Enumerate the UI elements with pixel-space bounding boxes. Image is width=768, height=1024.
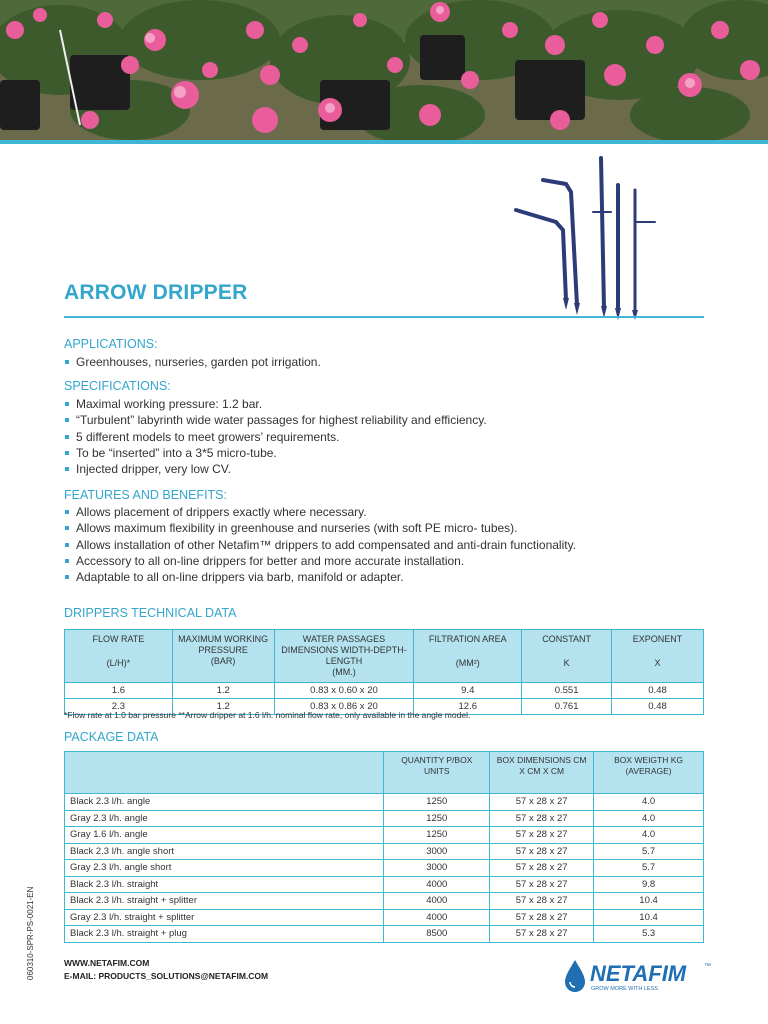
table-cell: Gray 2.3 l/h. angle: [65, 810, 384, 827]
table-header: BOX WEIGTH KG (AVERAGE): [594, 752, 704, 794]
table-cell: 4000: [384, 909, 490, 926]
table-cell: 0.48: [612, 683, 704, 699]
table-cell: 4.0: [594, 810, 704, 827]
table-header: BOX DIMENSIONS CM X CM X CM: [490, 752, 594, 794]
title-divider: [64, 316, 704, 318]
specifications-list: [64, 396, 487, 477]
table-row: [65, 794, 704, 811]
table-cell: 4000: [384, 876, 490, 893]
table-cell: 57 x 28 x 27: [490, 909, 594, 926]
list-item: Allows installation of other Netafim™ drippers to add compensated and anti-drain functionality.: [64, 537, 576, 553]
table-cell: 8500: [384, 926, 490, 943]
logo-tagline: GROW MORE WITH LESS: [591, 986, 658, 992]
table-cell: 57 x 28 x 27: [490, 794, 594, 811]
table-cell: Black 2.3 l/h. straight + splitter: [65, 893, 384, 910]
table-cell: 1250: [384, 810, 490, 827]
table-cell: 1.6: [65, 683, 173, 699]
table-header: EXPONENT X: [612, 630, 704, 683]
table-cell: Gray 2.3 l/h. straight + splitter: [65, 909, 384, 926]
table-cell: 57 x 28 x 27: [490, 876, 594, 893]
table-cell: 0.48: [612, 699, 704, 715]
table-row: [65, 876, 704, 893]
table-row: [65, 683, 704, 699]
table-cell: 57 x 28 x 27: [490, 860, 594, 877]
logo-wordmark: NETAFIM: [590, 961, 687, 986]
product-image: [508, 150, 668, 320]
table-cell: 57 x 28 x 27: [490, 827, 594, 844]
list-item: To be “inserted” into a 3*5 micro-tube.: [64, 445, 487, 461]
list-item: Allows maximum flexibility in greenhouse and nurseries (with soft PE micro- tubes).: [64, 520, 576, 536]
tech-data-footnote: *Flow rate at 1.0 bar pressure **Arrow dripper at 1.6 l/h. nominal flow rate, only available in the angle model.: [64, 710, 471, 720]
list-item: Maximal working pressure: 1.2 bar.: [64, 396, 487, 412]
list-item: Greenhouses, nurseries, garden pot irrigation.: [64, 354, 321, 370]
applications-list: [64, 354, 321, 370]
list-item: Injected dripper, very low CV.: [64, 461, 487, 477]
table-cell: 9.4: [414, 683, 522, 699]
table-cell: Black 2.3 l/h. angle short: [65, 843, 384, 860]
table-cell: 4.0: [594, 794, 704, 811]
tech-data-table: [64, 629, 704, 715]
hero-stripe: [0, 140, 768, 144]
document-code: 060310-SPR-PS-0021-EN: [26, 886, 35, 980]
table-cell: 10.4: [594, 893, 704, 910]
table-cell: 1250: [384, 827, 490, 844]
table-header-row: [65, 752, 704, 794]
table-cell: 57 x 28 x 27: [490, 893, 594, 910]
table-header: WATER PASSAGES DIMENSIONS WIDTH-DEPTH-LENGTH (MM.): [274, 630, 414, 683]
table-row: [65, 810, 704, 827]
table-cell: 4.0: [594, 827, 704, 844]
table-header-row: [65, 630, 704, 683]
table-cell: 3000: [384, 843, 490, 860]
table-cell: 2.3: [65, 699, 173, 715]
website-link[interactable]: WWW.NETAFIM.COM: [64, 958, 150, 968]
table-cell: 1.2: [172, 683, 274, 699]
table-row: [65, 827, 704, 844]
table-cell: 5.3: [594, 926, 704, 943]
table-cell: 0.83 x 0.86 x 20: [274, 699, 414, 715]
table-header: CONSTANT K: [522, 630, 612, 683]
table-header: MAXIMUM WORKING PRESSURE (BAR): [172, 630, 274, 683]
table-cell: 1.2: [172, 699, 274, 715]
table-header: QUANTITY P/BOX UNITS: [384, 752, 490, 794]
table-cell: 12.6: [414, 699, 522, 715]
table-cell: 10.4: [594, 909, 704, 926]
table-cell: 3000: [384, 860, 490, 877]
list-item: Allows placement of drippers exactly where necessary.: [64, 504, 576, 520]
table-cell: Black 2.3 l/h. straight: [65, 876, 384, 893]
table-row: [65, 926, 704, 943]
table-cell: Black 2.3 l/h. angle: [65, 794, 384, 811]
table-cell: Gray 2.3 l/h. angle short: [65, 860, 384, 877]
table-cell: 57 x 28 x 27: [490, 926, 594, 943]
table-header: [65, 752, 384, 794]
table-cell: Gray 1.6 l/h. angle: [65, 827, 384, 844]
table-cell: 4000: [384, 893, 490, 910]
table-cell: 5.7: [594, 843, 704, 860]
package-data-heading: PACKAGE DATA: [64, 730, 159, 744]
email-link[interactable]: E-MAIL: PRODUCTS_SOLUTIONS@NETAFIM.COM: [64, 971, 269, 981]
table-cell: 1250: [384, 794, 490, 811]
table-cell: 57 x 28 x 27: [490, 810, 594, 827]
list-item: Adaptable to all on-line drippers via barb, manifold or adapter.: [64, 569, 576, 585]
list-item: 5 different models to meet growers’ requirements.: [64, 429, 487, 445]
list-item: Accessory to all on-line drippers for better and more accurate installation.: [64, 553, 576, 569]
table-cell: 5.7: [594, 860, 704, 877]
package-data-table: [64, 751, 704, 943]
table-row: [65, 860, 704, 877]
table-cell: 57 x 28 x 27: [490, 843, 594, 860]
table-cell: Black 2.3 l/h. straight + plug: [65, 926, 384, 943]
table-header: FLOW RATE (L/H)*: [65, 630, 173, 683]
table-row: [65, 909, 704, 926]
table-cell: 0.83 x 0.60 x 20: [274, 683, 414, 699]
table-row: [65, 843, 704, 860]
netafim-logo: [563, 956, 713, 998]
hero-photo: [0, 0, 768, 140]
tech-data-heading: DRIPPERS TECHNICAL DATA: [64, 606, 237, 620]
table-cell: 9.8: [594, 876, 704, 893]
table-cell: 0.761: [522, 699, 612, 715]
list-item: “Turbulent” labyrinth wide water passages for highest reliability and efficiency.: [64, 412, 487, 428]
features-heading: FEATURES AND BENEFITS:: [64, 488, 227, 502]
table-cell: 0.551: [522, 683, 612, 699]
logo-trademark: ™: [704, 963, 711, 970]
table-row: [65, 893, 704, 910]
page-title: ARROW DRIPPER: [64, 281, 248, 304]
table-header: FILTRATION AREA (MM²): [414, 630, 522, 683]
footer-contact: [64, 957, 268, 983]
features-list: [64, 504, 576, 585]
applications-heading: APPLICATIONS:: [64, 337, 158, 351]
specifications-heading: SPECIFICATIONS:: [64, 379, 171, 393]
